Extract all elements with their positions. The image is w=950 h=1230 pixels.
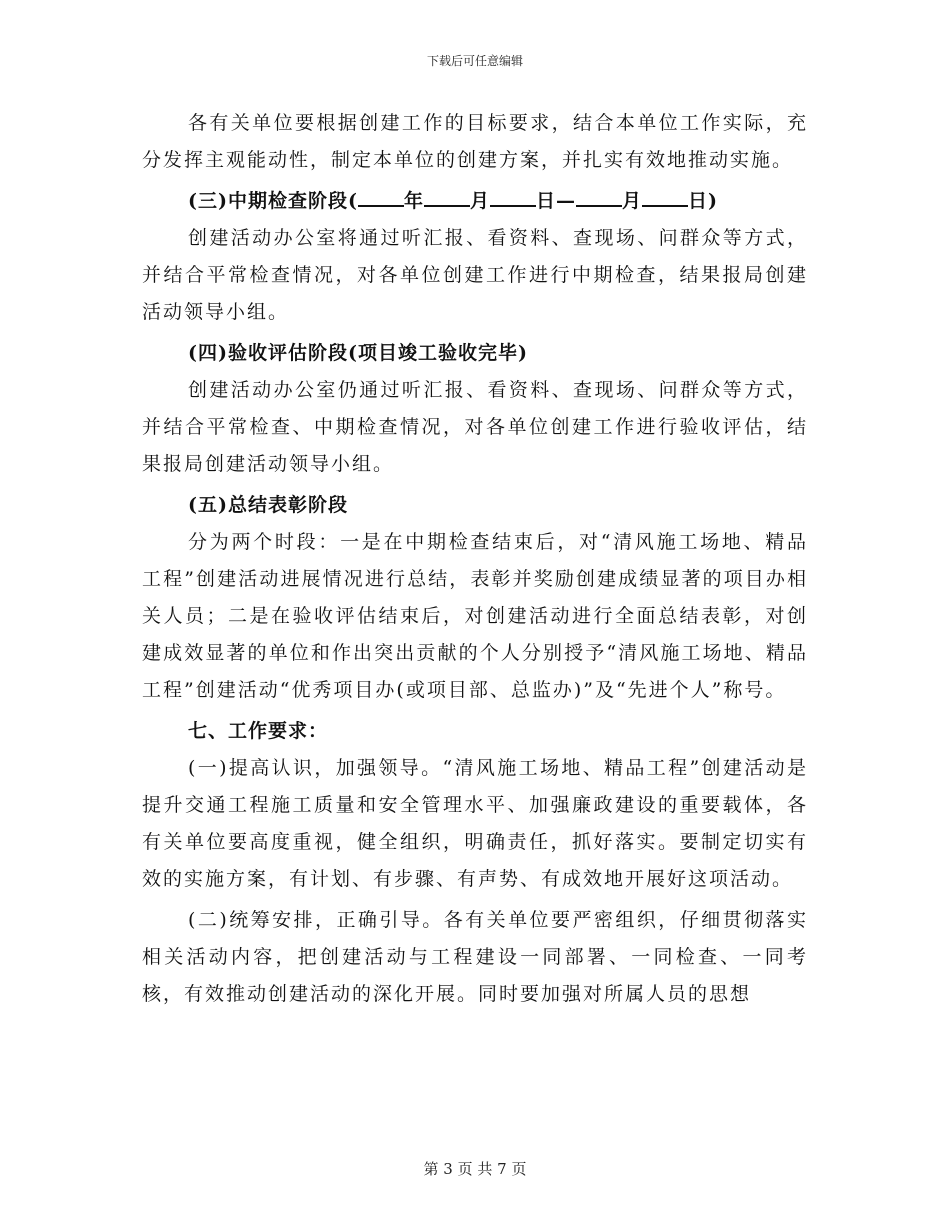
blank-month-end (576, 185, 622, 207)
blank-month-start (424, 185, 470, 207)
heading-midterm-check (142, 183, 808, 220)
label-year: 年 (403, 190, 424, 212)
document-body (142, 105, 808, 1013)
heading-acceptance: (四)验收评估阶段(项目竣工验收完毕) (188, 342, 528, 364)
label-month-end: 月 (622, 190, 643, 212)
page-footer: 第 3 页 共 7 页 (423, 1160, 527, 1178)
heading-summary-commendation: (五)总结表彰阶段 (188, 494, 348, 516)
heading-midterm-prefix: (三)中期检查阶段( (188, 190, 358, 212)
paragraph-summary-commendation: 分为两个时段：一是在中期检查结束后，对“清风施工场地、精品工程”创建活动进展情况进行总结，表彰并奖励创建成绩显著的项目办相关人员；二是在验收评估结束后，对创建活动进行全面总结表彰，对创建成效显著的单位和作出突出贡献的个人分别授予“清风施工场地、精品工程”创建活动“优秀项目办(或项目部、总监办)”及“先进个人”称号。 (142, 531, 808, 701)
paragraph-acceptance: 创建活动办公室仍通过听汇报、看资料、查现场、问群众等方式，并结合平常检查、中期检查情况，对各单位创建工作进行验收评估，结果报局创建活动领导小组。 (142, 379, 808, 475)
blank-day-start (490, 185, 536, 207)
blank-year (358, 185, 404, 207)
paragraph-midterm-check: 创建活动办公室将通过听汇报、看资料、查现场、问群众等方式，并结合平常检查情况，对各单位创建工作进行中期检查，结果报局创建活动领导小组。 (142, 227, 808, 323)
heading-work-requirements: 七、工作要求： (188, 720, 329, 742)
label-day-start: 日— (536, 190, 577, 212)
label-month-start: 月 (470, 190, 491, 212)
paragraph-coordination: (二)统筹安排，正确引导。各有关单位要严密组织，仔细贯彻落实相关活动内容，把创建活动与工程建设一同部署、一同检查、一同考核，有效推动创建活动的深化开展。同时要加强对所属人员的思想 (142, 909, 808, 1005)
blank-day-end (642, 185, 688, 207)
paragraph-leadership: (一)提高认识，加强领导。“清风施工场地、精品工程”创建活动是提升交通工程施工质量和安全管理水平、加强廉政建设的重要载体，各有关单位要高度重视，健全组织，明确责任，抓好落实。要制定切实有效的实施方案，有计划、有步骤、有声势、有成效地开展好这项活动。 (142, 757, 808, 890)
page-header: 下载后可任意编辑 (426, 54, 523, 68)
paragraph-implementation: 各有关单位要根据创建工作的目标要求，结合本单位工作实际，充分发挥主观能动性，制定本单位的创建方案，并扎实有效地推动实施。 (142, 112, 808, 171)
label-day-end: 日) (688, 190, 719, 212)
